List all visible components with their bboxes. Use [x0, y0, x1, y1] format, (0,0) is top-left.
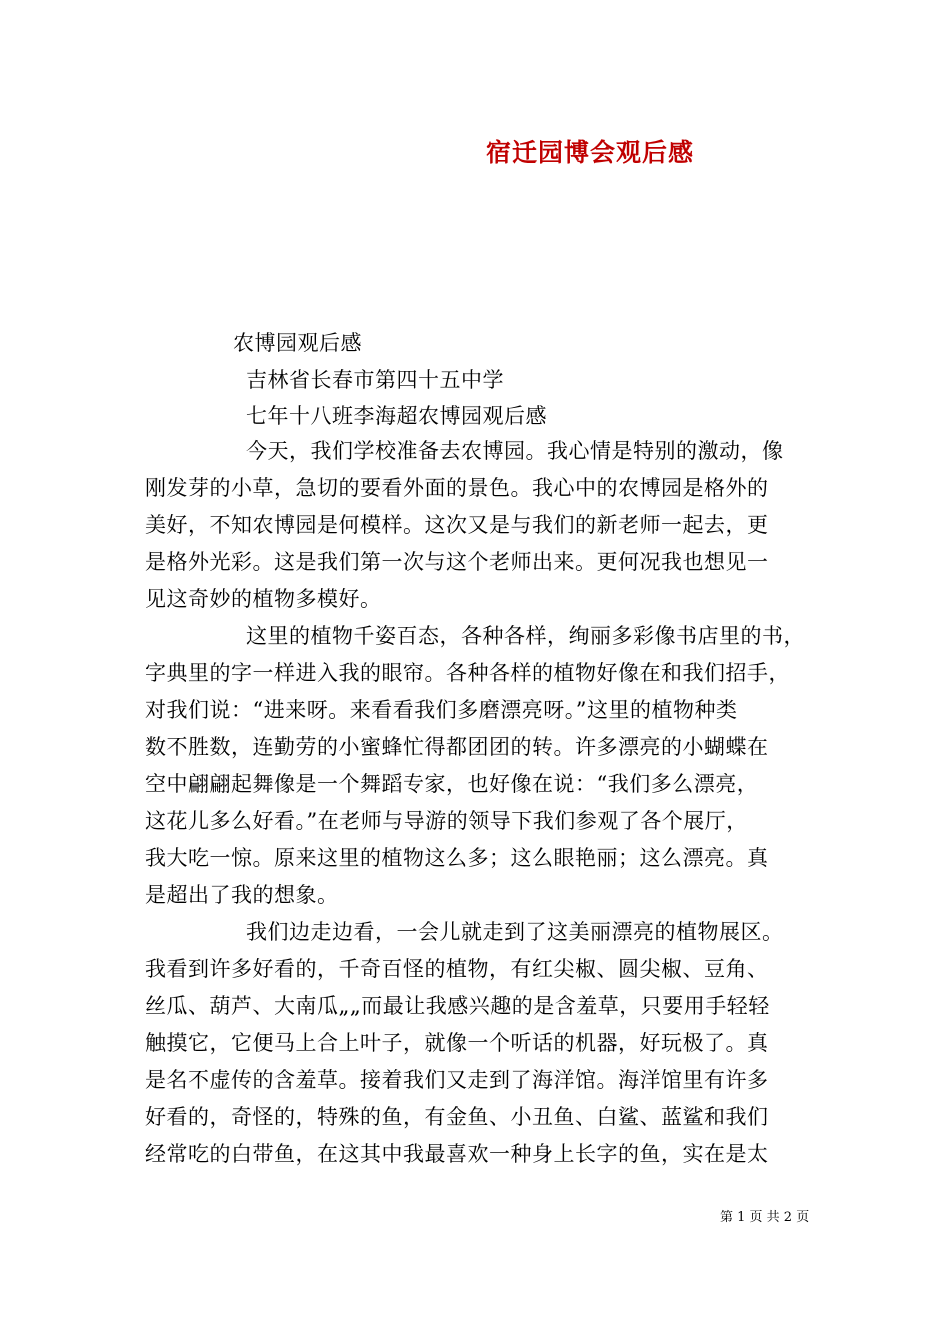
body-line: 数不胜数，连勤劳的小蜜蜂忙得都团团的转。许多漂亮的小蝴蝶在 [145, 735, 769, 759]
body-line: 美好，不知农博园是何模样。这次又是与我们的新老师一起去，更 [145, 513, 769, 537]
body-line: 是超出了我的想象。 [145, 883, 339, 907]
body-line: 触摸它，它便马上合上叶子，就像一个听话的机器，好玩极了。真 [145, 1031, 769, 1055]
body-line: 这花儿多么好看。”在老师与导游的领导下我们参观了各个展厅， [145, 809, 748, 833]
page-footer: 第 1 页 共 2 页 [720, 1210, 810, 1225]
body-line: 我看到许多好看的，千奇百怪的植物，有红尖椒、圆尖椒、豆角、 [145, 957, 769, 981]
body-line: 刚发芽的小草，急切的要看外面的景色。我心中的农博园是格外的 [145, 476, 769, 500]
body-line: 是格外光彩。这是我们第一次与这个老师出来。更何况我也想见一 [145, 550, 769, 574]
body-line: 是名不虚传的含羞草。接着我们又走到了海洋馆。海洋馆里有许多 [145, 1068, 769, 1092]
body-line: 丝瓜、葫芦、大南瓜„„而最让我感兴趣的是含羞草，只要用手轻轻 [145, 994, 770, 1018]
heading-line: 七年十八班李海超农博园观后感 [246, 404, 547, 428]
body-line: 这里的植物千姿百态，各种各样，绚丽多彩像书店里的书， [246, 624, 805, 648]
heading-line: 吉林省长春市第四十五中学 [246, 368, 504, 392]
body-line: 我们边走边看，一会儿就走到了这美丽漂亮的植物展区。 [246, 920, 784, 944]
heading-line: 农博园观后感 [233, 331, 362, 355]
body-line: 对我们说：“进来呀。来看看我们多磨漂亮呀。”这里的植物种类 [145, 698, 738, 722]
body-line: 好看的，奇怪的，特殊的鱼，有金鱼、小丑鱼、白鲨、蓝鲨和我们 [145, 1105, 769, 1129]
body-line: 见这奇妙的植物多模好。 [145, 587, 382, 611]
body-line: 我大吃一惊。原来这里的植物这么多；这么眼艳丽；这么漂亮。真 [145, 846, 769, 870]
document-title: 宿迁园博会观后感 [486, 138, 695, 167]
body-line: 空中翩翩起舞像是一个舞蹈专家，也好像在说：“我们多么漂亮， [145, 772, 759, 796]
body-line: 字典里的字一样进入我的眼帘。各种各样的植物好像在和我们招手， [145, 661, 790, 685]
body-line: 今天，我们学校准备去农博园。我心情是特别的激动，像 [246, 439, 784, 463]
body-line: 经常吃的白带鱼，在这其中我最喜欢一种身上长字的鱼，实在是太 [145, 1142, 769, 1166]
